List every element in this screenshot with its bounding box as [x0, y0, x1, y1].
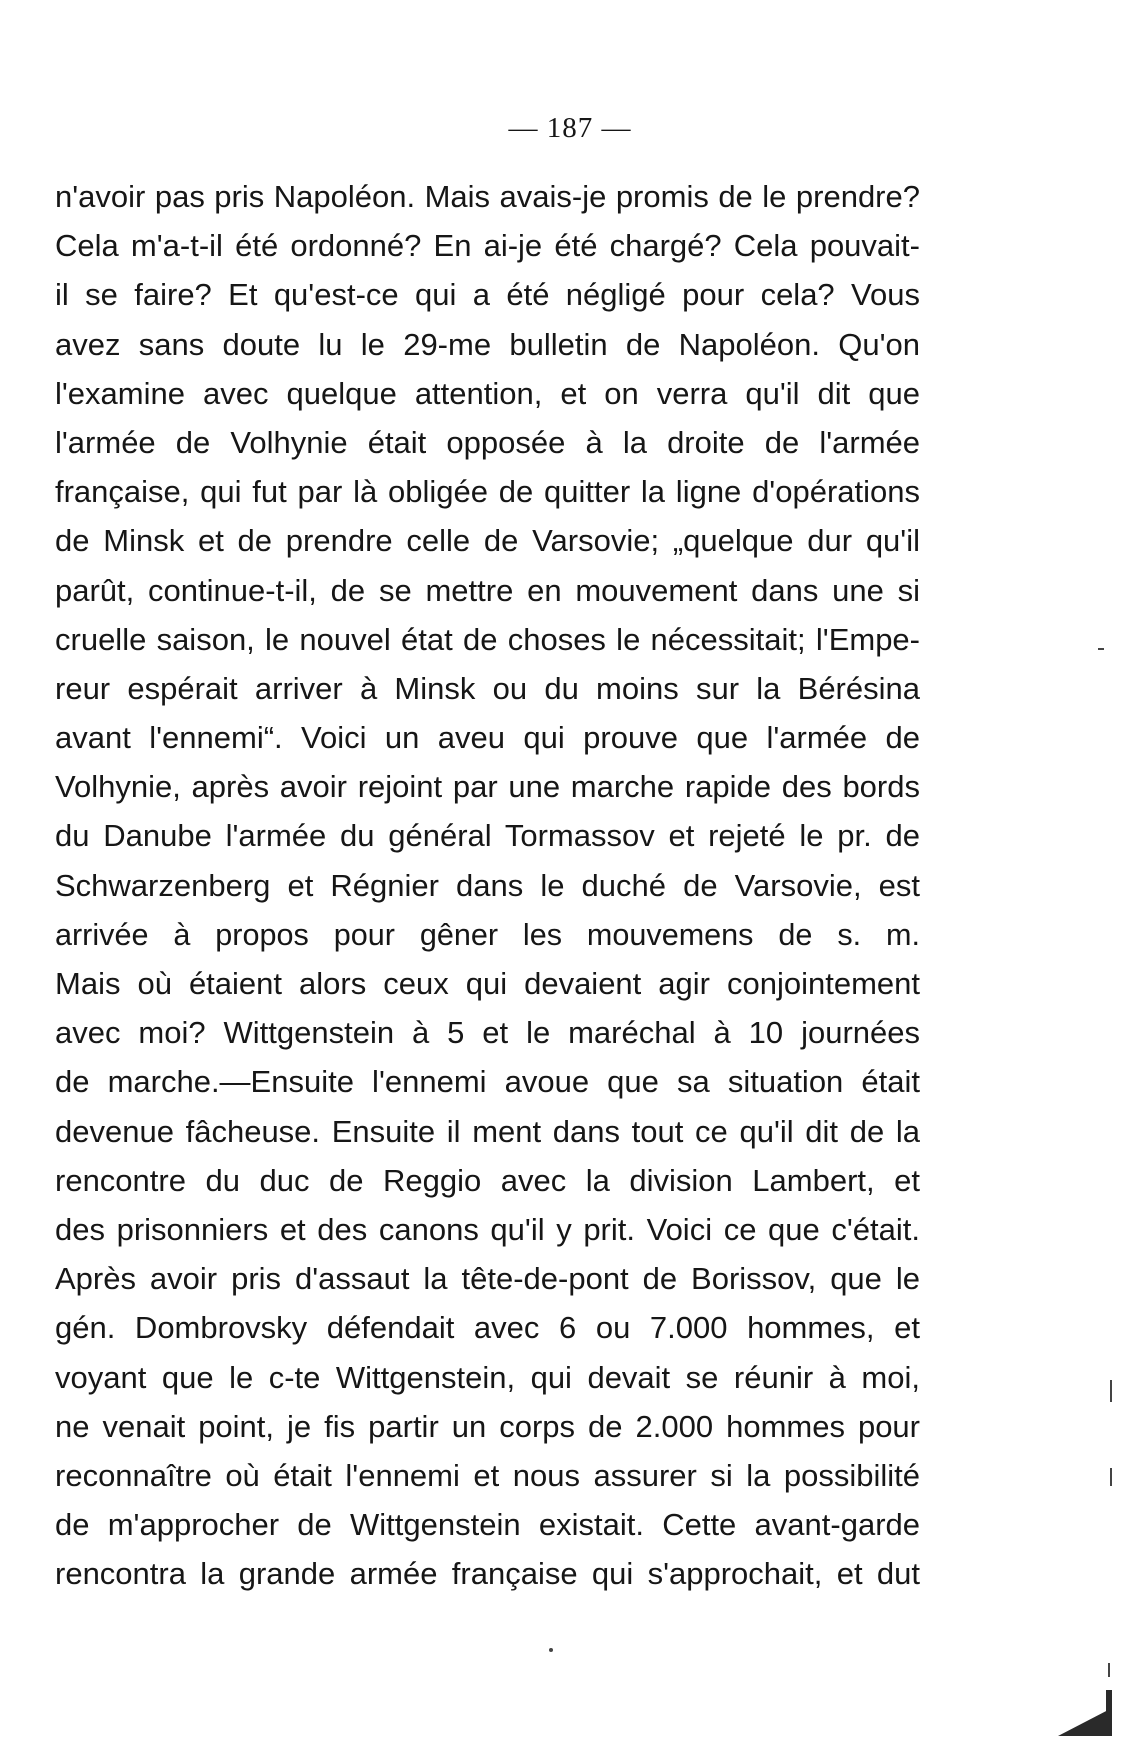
text-line: de marche.—Ensuite l'ennemi avoue que sa situation était: [55, 1064, 920, 1100]
scan-speck: [1098, 648, 1104, 650]
text-line: avant l'ennemi“. Voici un aveu qui prouve que l'armée de: [55, 720, 920, 756]
text-line: de m'approcher de Wittgenstein existait. Cette avant-garde: [55, 1507, 920, 1543]
text-line: Mais où étaient alors ceux qui devaient agir conjointement: [55, 966, 920, 1001]
text-line: l'armée de Volhynie était opposée à la droite de l'armée: [55, 424, 920, 460]
text-line: arrivée à propos pour gêner les mouvemens de s. m.: [55, 916, 920, 952]
text-line: gén. Dombrovsky défendait avec 6 ou 7.000 hommes, et: [55, 1310, 920, 1346]
text-line: cruelle saison, le nouvel état de choses le nécessitait; l'Empe-: [55, 621, 920, 657]
text-line: voyant que le c-te Wittgenstein, qui devait se réunir à moi,: [55, 1359, 920, 1395]
text-line: il se faire? Et qu'est-ce qui a été négligé pour cela? Vous: [55, 277, 920, 313]
text-line: ne venait point, je fis partir un corps de 2.000 hommes pour: [55, 1408, 920, 1444]
text-line: rencontra la grande armée française qui s'approchait, et dut: [55, 1556, 920, 1592]
text-line: n'avoir pas pris Napoléon. Mais avais-je promis de le prendre?: [55, 179, 920, 214]
text-line: reur espérait arriver à Minsk ou du moins sur la Bérésina: [55, 670, 920, 706]
scan-speck: [549, 1648, 553, 1652]
page-edge-mark: [1106, 1690, 1112, 1736]
text-line: des prisonniers et des canons qu'il y prit. Voici ce que c'était.: [55, 1211, 920, 1247]
body-text: [55, 172, 920, 1598]
text-line: avez sans doute lu le 29-me bulletin de Napoléon. Qu'on: [55, 326, 920, 362]
text-line: reconnaître où était l'ennemi et nous assurer si la possibilité: [55, 1457, 920, 1493]
text-line: Cela m'a-t-il été ordonné? En ai-je été chargé? Cela pouvait-: [55, 228, 920, 264]
text-line: Volhynie, après avoir rejoint par une marche rapide des bords: [55, 769, 920, 805]
text-line: l'examine avec quelque attention, et on verra qu'il dit que: [55, 375, 920, 411]
page-number: — 187 —: [508, 112, 632, 144]
text-line: Schwarzenberg et Régnier dans le duché de Varsovie, est: [55, 867, 920, 903]
page-corner-shadow: [1058, 1708, 1112, 1736]
text-line: française, qui fut par là obligée de quitter la ligne d'opérations: [55, 474, 920, 510]
scan-speck: [1110, 1380, 1112, 1402]
text-line: Après avoir pris d'assaut la tête-de-pont de Borissov, que le: [55, 1261, 920, 1297]
text-line: parût, continue-t-il, de se mettre en mouvement dans une si: [55, 572, 920, 608]
text-line: du Danube l'armée du général Tormassov et rejeté le pr. de: [55, 818, 920, 854]
scan-speck: [1110, 1468, 1112, 1486]
text-line: de Minsk et de prendre celle de Varsovie; „quelque dur qu'il: [55, 523, 920, 559]
text-line: avec moi? Wittgenstein à 5 et le maréchal à 10 journées: [55, 1015, 920, 1051]
text-line: rencontre du duc de Reggio avec la division Lambert, et: [55, 1162, 920, 1198]
scan-speck: [1108, 1663, 1110, 1677]
text-line: devenue fâcheuse. Ensuite il ment dans tout ce qu'il dit de la: [55, 1113, 920, 1149]
